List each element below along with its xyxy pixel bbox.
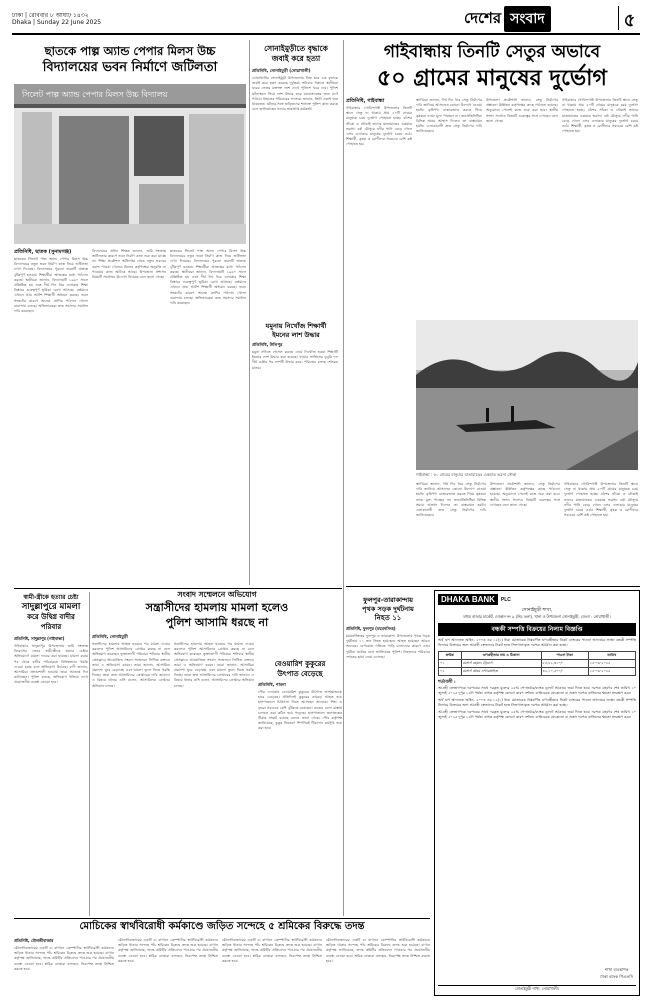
ad-table-cell: ১৫-০৬-২০২৫ xyxy=(588,660,635,668)
ad-signature-title: শাখা ব্যবস্থাপক xyxy=(604,967,629,972)
brand-right: সংবাদ xyxy=(504,6,550,32)
sadullapur-body: গাইবান্ধার সাদুল্লাপুর উপজেলায় জমি সংক্রান্ত বিরোধের জেরে স্বামী-স্ত্রীকে হত্যার চেষ্টার অভিযোগে মামলা দায়ের করা হয়েছে। মামলা করার পর থেকে বাদীর পরিবারকে বিভিন্নভাবে হুমকি দেওয়া হচ্ছে বলে অভিযোগ উঠেছে। বাদী জানান, আসামিরা প্রভাবশালী হওয়ায় তারা আতঙ্কে দিন কাটাচ্ছেন। পুলিশ বলছে, অভিযোগ খতিয়ে দেখে প্রয়োজনীয় ব্যবস্থা নেওয়া হবে। xyxy=(14,644,88,685)
sadullapur-headline: স্বামী-স্ত্রীকে হত্যার চেষ্টা সাদুল্লাপুরে মামলা করে উদ্বিগ্ন বাদীর পরিবার xyxy=(21,594,81,631)
dateline-bn: ঢাকা | রোববার ৮ আষাঢ় ১৪৩২ xyxy=(12,12,89,19)
gaibandha-body-1: গাইবান্ধার গোবিন্দগঞ্জ উপজেলার তিনটি স্থানে সেতু না থাকায় প্রায় ৫০টি গ্রামের মানুষকে চরম দুর্ভোগ পোহাতে হচ্ছে। বাঁশের সাঁকো ও নৌকাই তাদের যাতায়াতের একমাত্র ভরসা। বর্ষা মৌসুমে নদীর পানি বেড়ে গেলে এসব এলাকার মানুষের দুর্ভোগ চরমে ওঠে। শিক্ষার্থী, কৃষক ও রোগীদের সবচেয়ে বেশি কষ্ট পোহাতে হয়। xyxy=(346,106,412,147)
bank-logo xyxy=(438,594,636,605)
gaibandha-body-3: উপজেলা প্রকৌশলী জানান, সেতু নির্মাণের প্রস্তাবনা ঊর্ধ্বতন কর্তৃপক্ষের কাছে পাঠানো হয়েছে। অনুমোদন পেলেই কাজ শুরু করা হবে। স্থানীয় সংসদ সদস্যও বিষয়টি গুরুত্বের সঙ্গে দেখছেন বলে জানা গেছে। xyxy=(486,98,558,123)
police-body-1: সন্ত্রাসীদের হামলায় আহত হওয়ার পর মামলা দায়ের করলেও পুলিশ আসামিদের গ্রেপ্তার করছে না বলে অভিযোগ করেছেন ভুক্তভোগী পরিবার। শনিবার স্থানীয় প্রেসক্লাবে আয়োজিত সংবাদ সম্মেলনে লিখিত বক্তব্যে তারা এ অভিযোগ করেন। তারা জানান, আসামিরা প্রকাশ্যে ঘুরে বেড়াচ্ছে এবং মামলা তুলে নিতে হুমকি দিচ্ছে। তারা দ্রুত আসামিদের গ্রেপ্তারের দাবি জানান। এ বিষয়ে থানার ওসি বলেন, আসামিদের গ্রেপ্তারে অভিযান চলছে। xyxy=(92,642,170,688)
ad-table-cell: মেসার্স রহমান ট্রেডার্স xyxy=(461,660,541,668)
ad-terms-more: অর্থ ঋণ আদালত আইন, ২০০৩ এর ১২(১) ধারা মোতাবেক নিম্নবর্ণিত ঋণগ্রহীতার নিকট ব্যাংকের পাওনা আদায়ের লক্ষ্যে বন্ধকী সম্পত্তি নিলামে বিক্রয়ের জন্য আগ্রহী ক্রেতাদের নিকট হতে সিলগালাকৃত দরপত্র আহ্বান করা হচ্ছে। xyxy=(438,698,636,707)
boat-caption: গাইবান্ধা : ৫০ গ্রামের মানুষের যাতায়াতের একমাত্র ভরসা নৌকা xyxy=(416,472,517,477)
ad-intro: অর্থ ঋণ আদালত আইন, ২০০৩ এর ১২(১) ধারা মোতাবেক নিম্নবর্ণিত ঋণগ্রহীতার নিকট ব্যাংকের পাওনা আদায়ের লক্ষ্যে বন্ধকী সম্পত্তি নিলামে বিক্রয়ের জন্য আগ্রহী ক্রেতাদের নিকট হতে সিলগালাকৃত দরপত্র আহ্বান করা হচ্ছে। xyxy=(438,638,636,647)
ad-table-cell: ০১ xyxy=(439,660,462,668)
ad-footer: সোনাইমুড়ী শাখা, নোয়াখালী। xyxy=(438,985,636,993)
bank-auction-ad xyxy=(434,590,640,996)
ad-title: বন্ধকী সম্পত্তি বিক্রয়ের নিলাম বিজ্ঞপ্তি xyxy=(438,623,636,636)
dogs-headline: বেওয়ারিশ কুকুরের উৎপাত বেড়েছে xyxy=(274,660,326,678)
gaibandha-headline-l2: ৫০ গ্রামের মানুষের দুর্ভোগ xyxy=(377,66,607,91)
ad-branch: সোনাইমুড়ী শাখা, xyxy=(521,608,553,613)
ad-table-row xyxy=(439,668,636,676)
mochikhali-body-3: মৌলভীবাজারের একটি চা বাগানে কোম্পানির স্বার্থবিরোধী কর্মকাণ্ডে জড়িত থাকার সন্দেহে পাঁচ শ্রমিকের বিরুদ্ধে তদন্ত শুরু হয়েছে। বাগান কর্তৃপক্ষ জানিয়েছে, তদন্ত কমিটির প্রতিবেদন পাওয়ার পর প্রয়োজনীয় ব্যবস্থা নেওয়া হবে। শ্রমিক নেতারা বলছেন, নিরপেক্ষ তদন্ত নিশ্চিত করতে হবে। xyxy=(222,938,322,963)
police-byline: প্রতিনিধি, সোনাইমুড়ী xyxy=(92,634,128,639)
school-photo xyxy=(14,84,246,244)
gaibandha-headline-l1: গাইবান্ধায় তিনটি সেতুর অভাবে xyxy=(383,42,601,62)
brand-left: দেশের xyxy=(464,8,502,27)
mochikhali-body-4: মৌলভীবাজারের একটি চা বাগানে কোম্পানির স্বার্থবিরোধী কর্মকাণ্ডে জড়িত থাকার সন্দেহে পাঁচ শ্রমিকের বিরুদ্ধে তদন্ত শুরু হয়েছে। বাগান কর্তৃপক্ষ জানিয়েছে, তদন্ত কমিটির প্রতিবেদন পাওয়ার পর প্রয়োজনীয় ব্যবস্থা নেওয়া হবে। শ্রমিক নেতারা বলছেন, নিরপেক্ষ তদন্ত নিশ্চিত করতে হবে। xyxy=(326,938,430,963)
ad-terms: আগ্রহী ক্রেতাগণকে দরপত্রের সাথে দরকৃত মূল্যের ২৫% পে-অর্ডার/ব্যাংক ড্রাফট আকারে জমা দিতে হবে। দরপত্র গ্রহণের শেষ তারিখ ১০ জুলাই ২০২৫ দুপুর ১২টা পর্যন্ত। ব্যাংক কর্তৃপক্ষ কোনো কারণ দর্শানো ব্যতিরেকে যেকোনো বা সকল দরপত্র বাতিলের ক্ষমতা সংরক্ষণ করে। xyxy=(438,686,636,695)
ad-signature xyxy=(600,967,633,981)
ad-table-cell: ৪২,১০,৫০০/- xyxy=(541,668,588,676)
gaibandha-body-2: স্থানীয়রা জানান, দীর্ঘ দিন ধরে সেতু নির্মাণের দাবি জানিয়ে আসলেও কোনো উদ্যোগ নেওয়া হয়নি। কৃষিপণ্য বাজারজাত করতে গিয়ে কৃষকরা ন্যায্য মূল্য পাচ্ছেন না। জনপ্রতিনিধিরা বিভিন্ন সময়ে আশ্বাস দিলেও তা বাস্তবায়ন হয়নি। এলাকাবাসী দ্রুত সেতু নির্মাণের দাবি জানিয়েছেন। xyxy=(416,98,482,134)
ad-table xyxy=(438,651,636,676)
mochikhali-byline: প্রতিনিধি, মৌলভীবাজার xyxy=(14,938,54,943)
dogs-body: পৌর এলাকায় বেওয়ারিশ কুকুরের উৎপাত আশঙ্কাজনক হারে বেড়েছে। প্রতিদিনই কুকুরের কামড়ে আহত হয়ে হাসপাতালে চিকিৎসা নিতে আসছেন অনেকে। শিশু ও বৃদ্ধরা সবচেয়ে বেশি ঝুঁকিতে রয়েছেন। রাতের বেলা রাস্তায় চলাচল করা কঠিন হয়ে পড়েছে। হাসপাতালে জলাতঙ্কের টিকার সংকট রয়েছে বলেও জানা গেছে। পৌর কর্তৃপক্ষ জানিয়েছে, কুকুর নিয়ন্ত্রণে শিগগিরই টিকাদান কর্মসূচি শুরু করা হবে। xyxy=(258,690,342,731)
school-photo-image xyxy=(14,84,246,244)
boat-photo xyxy=(416,320,638,470)
ad-table-cell: ১৫-০৬-২০২৫ xyxy=(588,668,635,676)
pulp-byline: প্রতিনিধি, ছাতক (সুনামগঞ্জ) xyxy=(14,249,72,255)
fulpur-headline: ফুলপুর-তারাকান্দায় পৃথক সড়ক দুর্ঘটনায় নিহত ১১ xyxy=(362,596,414,622)
ad-signature-org: ঢাকা ব্যাংক পিএলসি xyxy=(600,974,633,979)
mochikhali-headline: মোচিকের স্বার্থবিরোধী কর্মকাণ্ডে জড়িত সন্দেহে ৫ শ্রমিকের বিরুদ্ধে তদন্ত xyxy=(79,921,365,932)
sadullapur-byline: প্রতিনিধি, সাদুল্লাপুর (গাইবান্ধা) xyxy=(14,636,65,641)
vrule-2 xyxy=(343,40,344,916)
ad-table-header-cell: তারিখ xyxy=(588,652,635,660)
gaibandha-headline xyxy=(346,40,638,94)
pulp-body-2: বিদ্যালয়ের প্রধান শিক্ষক জানান, জমি সংক্রান্ত জটিলতার কারণে ভবন নির্মাণ কাজ শুরু করা যাচ্ছে না। শিক্ষা প্রকৌশল অধিদপ্তর থেকে নতুন ভবনের বরাদ্দ পাওয়া গেলেও মিলের কর্তৃপক্ষের অনুমতি না পাওয়ায় কাজ আটকে আছে। উপজেলা প্রশাসন বিষয়টি সমাধানে উদ্যোগ নিয়েছে বলে জানা গেছে। xyxy=(92,249,166,280)
gaibandha-byline: প্রতিনিধি, গাইবান্ধা xyxy=(346,98,385,104)
gaibandha-body-5: স্থানীয়রা জানান, দীর্ঘ দিন ধরে সেতু নির্মাণের দাবি জানিয়ে আসলেও কোনো উদ্যোগ নেওয়া হয়নি। কৃষিপণ্য বাজারজাত করতে গিয়ে কৃষকরা ন্যায্য মূল্য পাচ্ছেন না। জনপ্রতিনিধিরা বিভিন্ন সময়ে আশ্বাস দিলেও তা বাস্তবায়ন হয়নি। এলাকাবাসী দ্রুত সেতু নির্মাণের দাবি জানিয়েছেন। xyxy=(416,482,486,518)
vrule-3 xyxy=(89,592,90,916)
rule-mochikhali-top xyxy=(14,918,430,919)
ad-terms-title: শর্তাবলী : xyxy=(438,680,456,685)
ad-table-header-cell: ক্রমিক xyxy=(439,652,462,660)
gaibandha-body-6: উপজেলা প্রকৌশলী জানান, সেতু নির্মাণের প্রস্তাবনা ঊর্ধ্বতন কর্তৃপক্ষের কাছে পাঠানো হয়েছে। অনুমোদন পেলেই কাজ শুরু করা হবে। স্থানীয় সংসদ সদস্যও বিষয়টি গুরুত্বের সঙ্গে দেখছেন বলে জানা গেছে। xyxy=(490,482,560,507)
pulp-body-2-cont: ছাতকের সিলেট পাল্প অ্যান্ড পেপার মিলস উচ্চ বিদ্যালয়ের নতুন ভবন নির্মাণ কাজ নিয়ে জটিলতা দেখা দিয়েছে। বিদ্যালয়ের পুরনো ভবনটি অত্যন্ত ঝুঁকিপূর্ণ হওয়ায় শিক্ষার্থীরা আতঙ্কের মধ্যে পাঠদান করছে। স্থানীয়রা জানান, বিদ্যালয়টি ১৯৬০ সালে প্রতিষ্ঠিত হয় এবং দীর্ঘ দিন ধরে এলাকার শিক্ষা বিস্তারে গুরুত্বপূর্ণ ভূমিকা রেখে আসছে। বর্তমানে এখানে প্রায় আটশ শিক্ষার্থী অধ্যয়ন করছে। ভবন সংকটের কারণে অনেক শ্রেণির পাঠদান খোলা বারান্দায় চলছে। অভিভাবকরা দ্রুত সমস্যার সমাধান দাবি করেছেন। xyxy=(170,249,246,306)
police-headline: সংবাদ সম্মেলনে অভিযোগ সন্ত্রাসীদের হামলায় মামলা হলেও পুলিশ আসামি ধরছে না xyxy=(145,590,289,629)
pulp-headline: ছাতকে পাল্প অ্যান্ড পেপার মিলস উচ্চ বিদ্যালয়ের ভবন নির্মাণে জটিলতা xyxy=(42,44,218,75)
mochikhali-body-1: মৌলভীবাজারের একটি চা বাগানে কোম্পানির স্বার্থবিরোধী কর্মকাণ্ডে জড়িত থাকার সন্দেহে পাঁচ শ্রমিকের বিরুদ্ধে তদন্ত শুরু হয়েছে। বাগান কর্তৃপক্ষ জানিয়েছে, তদন্ত কমিটির প্রতিবেদন পাওয়ার পর প্রয়োজনীয় ব্যবস্থা নেওয়া হবে। শ্রমিক নেতারা বলছেন, নিরপেক্ষ তদন্ত নিশ্চিত করতে হবে। xyxy=(14,946,114,971)
bank-suffix: PLC xyxy=(500,596,511,603)
sonaimuri-body: নোয়াখালীর সোনাইমুড়ী উপজেলায় নিজ ঘরে এক বৃদ্ধাকে জবাই করে হত্যা করেছে দুর্বৃত্তরা। শনিবার সকালে স্থানীয়রা ঘরের ভেতর রক্তাক্ত লাশ দেখে পুলিশে খবর দেয়। পুলিশ ঘটনাস্থলে গিয়ে লাশ উদ্ধার করে ময়নাতদন্তের জন্য মর্গে পাঠায়। নিহতের পরিবারের সদস্যরা জানান, তিনি একাই ঘরে থাকতেন। ঘটনার সঙ্গে জড়িতদের শনাক্তে পুলিশ কাজ করছে বলে জানিয়েছেন থানার ভারপ্রাপ্ত কর্মকর্তা। xyxy=(252,76,338,112)
sonaimuri-byline: প্রতিনিধি, সোনাইমুড়ী (নোয়াখালী) xyxy=(252,68,311,73)
jhumur-body: যমুনা নদীতে গোসল করতে নেমে নিখোঁজ হওয়া শিক্ষার্থী ইমনের লাশ উদ্ধার করা হয়েছে। ফায়ার সার্ভিসের ডুবুরি দল দীর্ঘ চেষ্টার পর লাশটি উদ্ধার করে। পরিবারে চলছে শোকের মাতম। xyxy=(252,350,338,370)
page-number: ৫ xyxy=(618,6,640,30)
rule-gaibandha-bottom xyxy=(346,586,640,587)
gaibandha-body-4: গাইবান্ধার গোবিন্দগঞ্জ উপজেলার তিনটি স্থানে সেতু না থাকায় প্রায় ৫০টি গ্রামের মানুষকে চরম দুর্ভোগ পোহাতে হচ্ছে। বাঁশের সাঁকো ও নৌকাই তাদের যাতায়াতের একমাত্র ভরসা। বর্ষা মৌসুমে নদীর পানি বেড়ে গেলে এসব এলাকার মানুষের দুর্ভোগ চরমে ওঠে। শিক্ষার্থী, কৃষক ও রোগীদের সবচেয়ে বেশি কষ্ট পোহাতে হয়। xyxy=(562,98,638,134)
mochikhali-body-2: মৌলভীবাজারের একটি চা বাগানে কোম্পানির স্বার্থবিরোধী কর্মকাণ্ডে জড়িত থাকার সন্দেহে পাঁচ শ্রমিকের বিরুদ্ধে তদন্ত শুরু হয়েছে। বাগান কর্তৃপক্ষ জানিয়েছে, তদন্ত কমিটির প্রতিবেদন পাওয়ার পর প্রয়োজনীয় ব্যবস্থা নেওয়া হবে। শ্রমিক নেতারা বলছেন, নিরপেক্ষ তদন্ত নিশ্চিত করতে হবে। xyxy=(118,938,218,963)
ad-table-header-cell: পাওনা টাকা xyxy=(541,652,588,660)
sonaimuri-headline: সোনাইমুড়ীতে বৃদ্ধাকে জবাই করে হত্যা xyxy=(264,44,328,63)
rule-pulp-bottom xyxy=(14,588,342,589)
dogs-byline: প্রতিনিধি, পাবনা xyxy=(258,682,286,687)
jhumur-byline: প্রতিনিধি, উলিপুর xyxy=(252,342,283,347)
police-body-2: সন্ত্রাসীদের হামলায় আহত হওয়ার পর মামলা দায়ের করলেও পুলিশ আসামিদের গ্রেপ্তার করছে না বলে অভিযোগ করেছেন ভুক্তভোগী পরিবার। শনিবার স্থানীয় প্রেসক্লাবে আয়োজিত সংবাদ সম্মেলনে লিখিত বক্তব্যে তারা এ অভিযোগ করেন। তারা জানান, আসামিরা প্রকাশ্যে ঘুরে বেড়াচ্ছে এবং মামলা তুলে নিতে হুমকি দিচ্ছে। তারা দ্রুত আসামিদের গ্রেপ্তারের দাবি জানান। এ বিষয়ে থানার ওসি বলেন, আসামিদের গ্রেপ্তারে অভিযান চলছে। xyxy=(174,642,254,688)
fulpur-byline: প্রতিনিধি, ফুলপুর (ময়মনসিংহ) xyxy=(346,626,396,631)
gaibandha-body-7: গাইবান্ধার গোবিন্দগঞ্জ উপজেলার তিনটি স্থানে সেতু না থাকায় প্রায় ৫০টি গ্রামের মানুষকে চরম দুর্ভোগ পোহাতে হচ্ছে। বাঁশের সাঁকো ও নৌকাই তাদের যাতায়াতের একমাত্র ভরসা। বর্ষা মৌসুমে নদীর পানি বেড়ে গেলে এসব এলাকার মানুষের দুর্ভোগ চরমে ওঠে। শিক্ষার্থী, কৃষক ও রোগীদের সবচেয়ে বেশি কষ্ট পোহাতে হয়। xyxy=(564,482,638,518)
ad-terms-more-2: আগ্রহী ক্রেতাগণকে দরপত্রের সাথে দরকৃত মূল্যের ২৫% পে-অর্ডার/ব্যাংক ড্রাফট আকারে জমা দিতে হবে। দরপত্র গ্রহণের শেষ তারিখ ১০ জুলাই ২০২৫ দুপুর ১২টা পর্যন্ত। ব্যাংক কর্তৃপক্ষ কোনো কারণ দর্শানো ব্যতিরেকে যেকোনো বা সকল দরপত্র বাতিলের ক্ষমতা সংরক্ষণ করে। xyxy=(438,710,636,719)
brand-logo xyxy=(464,8,614,30)
ad-table-header-cell: ঋণগ্রহীতার নাম ও ঠিকানা xyxy=(461,652,541,660)
masthead xyxy=(12,6,640,42)
jhumur-headline: যমুনায় নিখোঁজ শিক্ষার্থী ইমনের লাশ উদ্ধার xyxy=(265,322,327,339)
pulp-body-1: ছাতকের সিলেট পাল্প অ্যান্ড পেপার মিলস উচ্চ বিদ্যালয়ের নতুন ভবন নির্মাণ কাজ নিয়ে জটিলতা দেখা দিয়েছে। বিদ্যালয়ের পুরনো ভবনটি অত্যন্ত ঝুঁকিপূর্ণ হওয়ায় শিক্ষার্থীরা আতঙ্কের মধ্যে পাঠদান করছে। স্থানীয়রা জানান, বিদ্যালয়টি ১৯৬০ সালে প্রতিষ্ঠিত হয় এবং দীর্ঘ দিন ধরে এলাকার শিক্ষা বিস্তারে গুরুত্বপূর্ণ ভূমিকা রেখে আসছে। বর্তমানে এখানে প্রায় আটশ শিক্ষার্থী অধ্যয়ন করছে। ভবন সংকটের কারণে অনেক শ্রেণির পাঠদান খোলা বারান্দায় চলছে। অভিভাবকরা দ্রুত সমস্যার সমাধান দাবি করেছেন। xyxy=(14,257,88,314)
svg-text:সিলেট পাল্প অ্যান্ড পেপার মিলস: সিলেট পাল্প অ্যান্ড পেপার মিলস উচ্চ বিদ্যালয় xyxy=(22,90,168,99)
vrule-1 xyxy=(249,40,250,585)
bank-name: DHAKA BANK xyxy=(438,594,498,605)
ad-table-cell: ০২ xyxy=(439,668,462,676)
ad-address: মধ্যম বাজার মার্কেট, দোকান নং ৯ (নিচ তলা), থানা ও উপজেলা সোনাইমুড়ী, জেলা : নোয়াখালী। xyxy=(463,614,611,619)
ad-table-cell: মেসার্স করিম এন্টারপ্রাইজ xyxy=(461,668,541,676)
ad-table-cell: ৮৫,৪২,৩১০/- xyxy=(541,660,588,668)
boat-photo-image xyxy=(416,320,638,470)
ad-table-row xyxy=(439,660,636,668)
fulpur-body: ময়মনসিংহের ফুলপুর ও তারাকান্দা উপজেলায় পৃথক সড়ক দুর্ঘটনায় ১১ জন নিহত হয়েছেন। আহত হয়েছেন আরও অনেকে। বেপরোয়া গতিতে গাড়ি চালানোর কারণে এসব দুর্ঘটনা ঘটেছে বলে জানিয়েছে পুলিশ। নিহতদের পরিবারে শোকের ছায়া নেমে এসেছে। xyxy=(346,634,430,659)
dateline-en: Dhaka | Sunday 22 June 2025 xyxy=(12,19,102,26)
